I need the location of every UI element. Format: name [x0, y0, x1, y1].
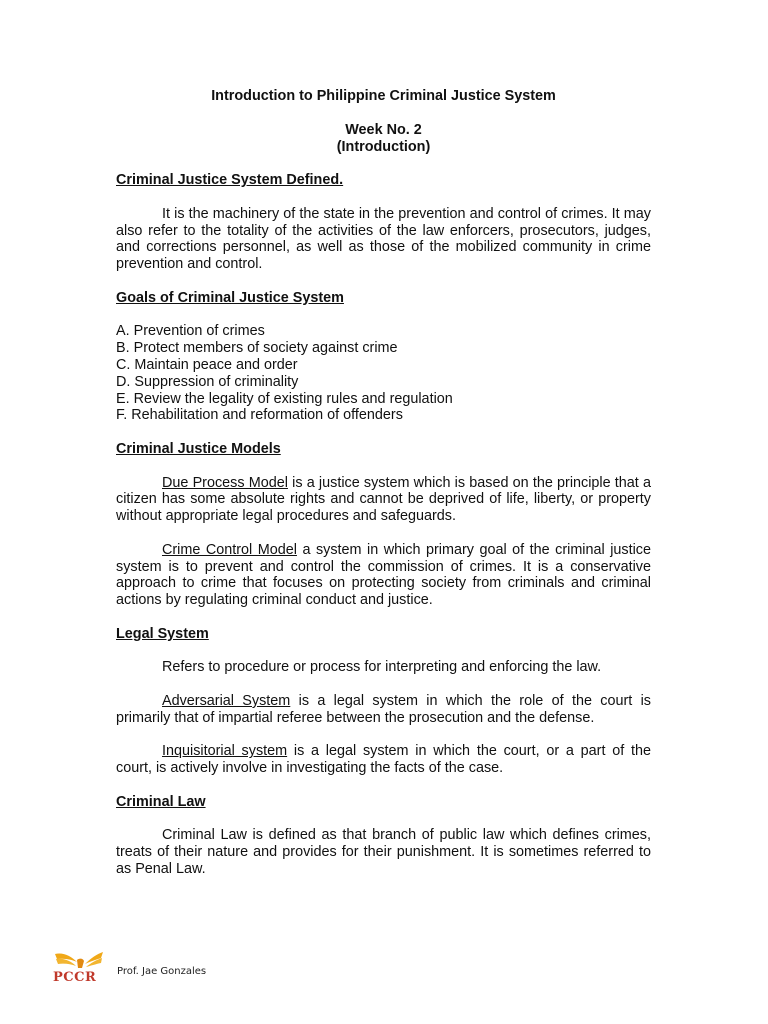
due-process-text: is a justice system which is based on the principle that a citizen has some absolute rights and cannot be deprived of life, liberty, or property without appropriate legal procedures and safeguards.: [116, 474, 652, 525]
list-item: C. Maintain peace and order: [116, 356, 298, 373]
list-item: E. Review the legality of existing rules and regulation: [116, 390, 453, 407]
due-process-term: Due Process Model: [162, 474, 288, 491]
defined-paragraph: It is the machinery of the state in the prevention and control of crimes. It may also refer to the totality of the activities of the law enforcers, prosecutors, judges, and corrections personnel, as well as those of the mobilized community in crime prevention and control.: [116, 205, 651, 273]
legal-intro: Refers to procedure or process for interpreting and enforcing the law.: [162, 659, 602, 676]
inquisitorial-paragraph: [116, 743, 651, 777]
adversarial-paragraph: [116, 693, 651, 727]
due-process-paragraph: [116, 475, 651, 525]
week-number: Week No. 2: [345, 121, 422, 138]
pccr-logo-text: PCCR: [53, 970, 97, 985]
section-heading-goals: Goals of Criminal Justice System: [116, 289, 344, 306]
inquisitorial-text: is a legal system in which the court, or a part of the court, is actively involve in investigating the facts of the case.: [116, 743, 651, 777]
week-subtitle: (Introduction): [336, 138, 431, 155]
section-heading-models: Criminal Justice Models: [116, 440, 281, 457]
criminal-law-paragraph: Criminal Law is defined as that branch of public law which defines crimes, treats of their nature and provides for their punishment. It is sometimes referred to as Penal Law.: [116, 827, 651, 877]
adversarial-term: Adversarial System: [162, 692, 291, 709]
section-heading-legal: Legal System: [116, 625, 209, 642]
document-title: Introduction to Philippine Criminal Justice System: [211, 88, 556, 104]
section-heading-criminal-law: Criminal Law: [116, 793, 206, 810]
document-page: [116, 80, 651, 878]
author-name: Prof. Jae Gonzales: [117, 966, 207, 977]
crime-control-text: a system in which primary goal of the criminal justice system is to prevent and control the commission of crimes. It is a conservative approach to crime that focuses on protecting society from criminals and criminal actions by regulating criminal conduct and justice.: [116, 541, 651, 609]
crime-control-paragraph: [116, 542, 651, 609]
list-item: F. Rehabilitation and reformation of offenders: [116, 407, 403, 424]
goals-list: [116, 323, 651, 424]
inquisitorial-term: Inquisitorial system: [162, 743, 288, 760]
list-item: A. Prevention of crimes: [116, 323, 265, 340]
page-footer: [53, 948, 353, 988]
crime-control-term: Crime Control Model: [162, 541, 297, 558]
adversarial-text: is a legal system in which the role of the court is primarily that of impartial referee between the prosecution and the defense.: [116, 692, 651, 726]
list-item: B. Protect members of society against crime: [116, 340, 398, 357]
list-item: D. Suppression of criminality: [116, 373, 299, 390]
section-heading-defined: Criminal Justice System Defined.: [116, 172, 344, 189]
